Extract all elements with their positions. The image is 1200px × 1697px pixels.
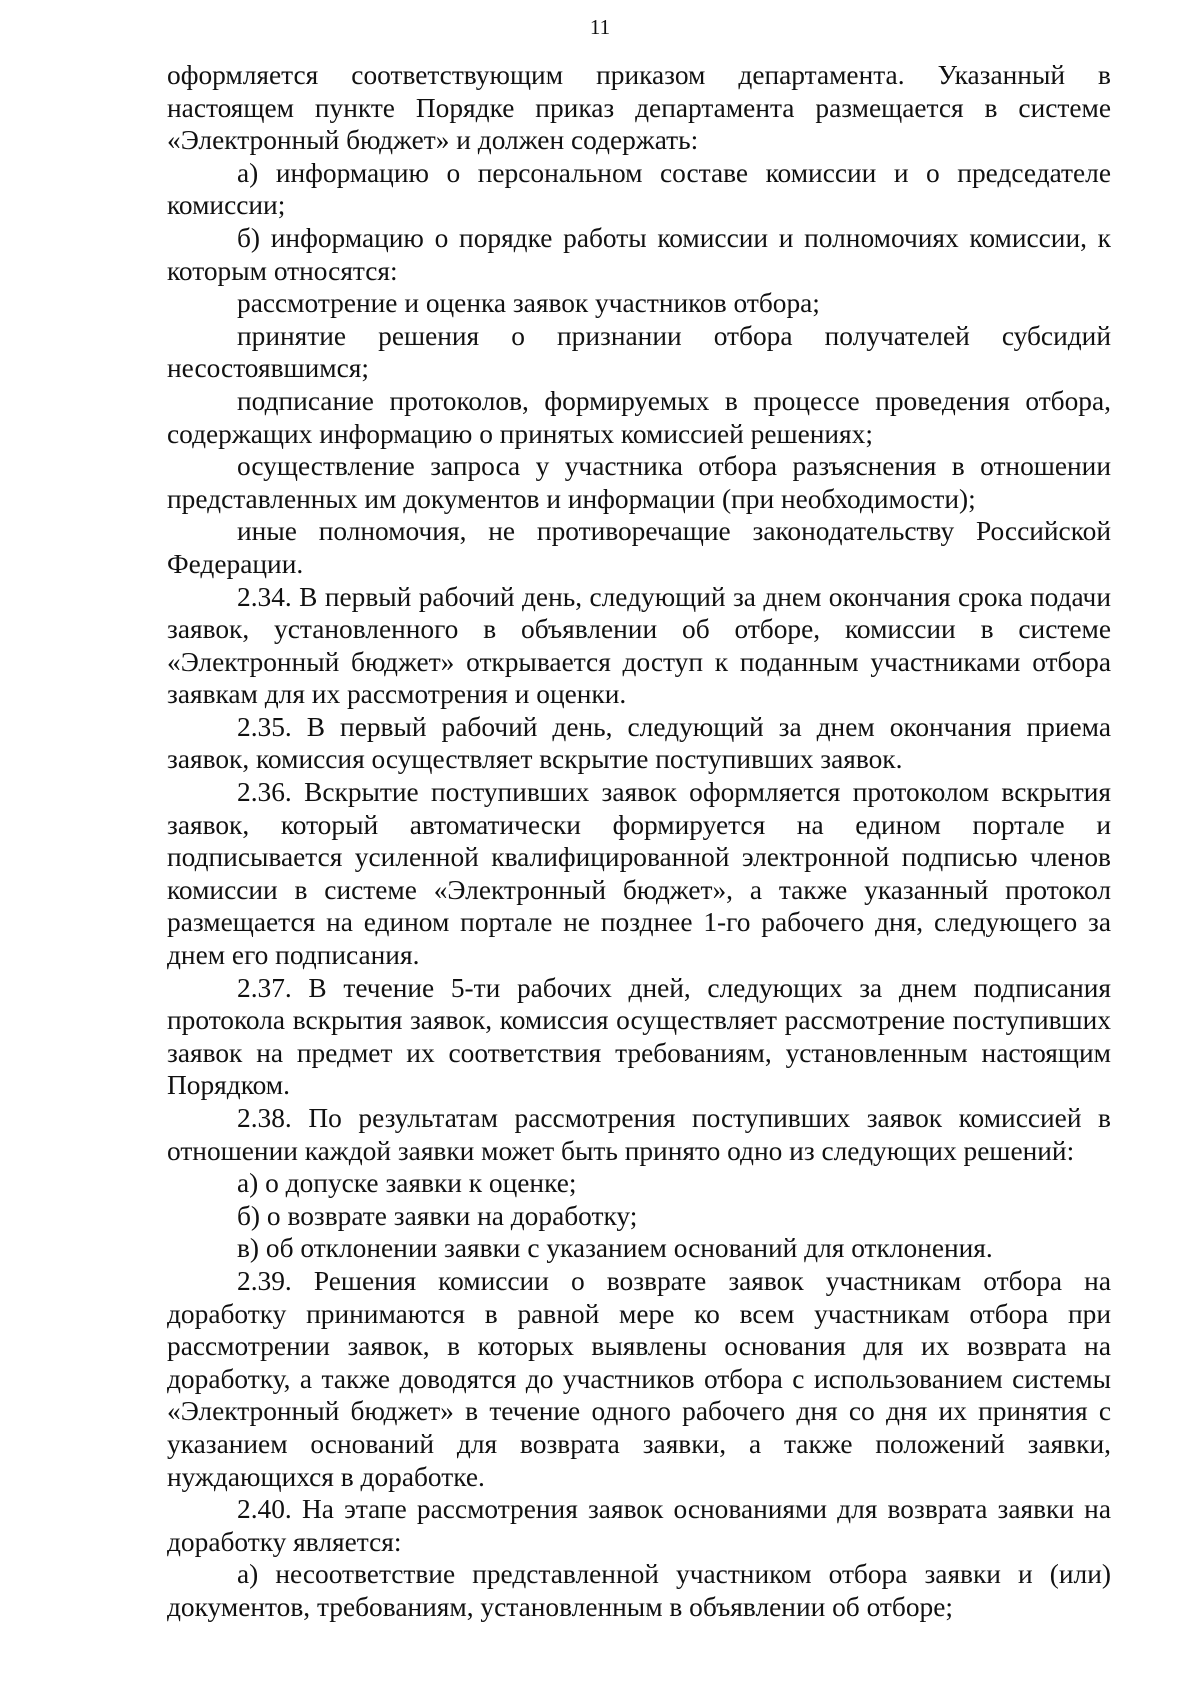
paragraph-2-34: 2.34. В первый рабочий день, следующий за днем окончания срока подачи заявок, установленного в объявлении об отборе, комиссии в системе «Электронный бюджет» открывается доступ к поданным участниками отбора заявкам для их рассмотрения и оценки. bbox=[167, 581, 1111, 710]
paragraph-power-request-clarification: осуществление запроса у участника отбора разъяснения в отношении представленных им документов и информации (при необходимости); bbox=[167, 451, 1111, 514]
paragraph-power-other: иные полномочия, не противоречащие законодательству Российской Федерации. bbox=[167, 516, 1111, 579]
document-body bbox=[167, 59, 1111, 1624]
paragraph-ground-a: а) несоответствие представленной участником отбора заявки и (или) документов, требованиям, установленным в объявлении об отборе; bbox=[167, 1559, 1111, 1622]
paragraph-2-35: 2.35. В первый рабочий день, следующий за днем окончания приема заявок, комиссия осуществляет вскрытие поступивших заявок. bbox=[167, 711, 1111, 775]
paragraph-2-39: 2.39. Решения комиссии о возврате заявок участникам отбора на доработку принимаются в равной мере ко всем участникам отбора при рассмотрении заявок, в которых выявлены основания для их возврата на доработку, а также доводятся до участников отбора с использованием системы «Электронный бюджет» в течение одного рабочего дня со дня их принятия с указанием оснований для возврата заявки, а также положений заявки, нуждающихся в доработке. bbox=[167, 1265, 1111, 1492]
paragraph-2-40: 2.40. На этапе рассмотрения заявок основаниями для возврата заявки на доработку является: bbox=[167, 1494, 1111, 1557]
paragraph-power-review: рассмотрение и оценка заявок участников отбора; bbox=[237, 288, 820, 319]
paragraph-decision-a: а) о допуске заявки к оценке; bbox=[237, 1168, 577, 1199]
paragraph-power-sign-protocols: подписание протоколов, формируемых в процессе проведения отбора, содержащих информацию о принятых комиссией решениях; bbox=[167, 385, 1111, 449]
page-number: 11 bbox=[589, 15, 611, 39]
paragraph-item-b-commission-powers: б) информацию о порядке работы комиссии и полномочиях комиссии, к которым относятся: bbox=[167, 222, 1111, 286]
paragraph-2-37: 2.37. В течение 5-ти рабочих дней, следующих за днем подписания протокола вскрытия заявок, комиссия осуществляет рассмотрение поступивших заявок на предмет их соответствия требованиям, установленным настоящим Порядком. bbox=[167, 972, 1111, 1101]
paragraph-power-failed-selection: принятие решения о признании отбора получателей субсидий несостоявшимся; bbox=[167, 320, 1111, 384]
paragraph-decision-c: в) об отклонении заявки с указанием оснований для отклонения. bbox=[237, 1233, 993, 1264]
paragraph-2-38: 2.38. По результатам рассмотрения поступивших заявок комиссией в отношении каждой заявки может быть принято одно из следующих решений: bbox=[167, 1103, 1111, 1166]
paragraph-item-a-commission-members: а) информацию о персональном составе комиссии и о председателе комиссии; bbox=[167, 157, 1111, 221]
paragraph-decision-b: б) о возврате заявки на доработку; bbox=[237, 1200, 638, 1231]
paragraph-continuation: оформляется соответствующим приказом департамента. Указанный в настоящем пункте Порядке приказ департамента размещается в системе «Электронный бюджет» и должен содержать: bbox=[167, 60, 1111, 156]
paragraph-2-36: 2.36. Вскрытие поступивших заявок оформляется протоколом вскрытия заявок, который автоматически формируется на едином портале и подписывается усиленной квалифицированной электронной подписью членов комиссии в системе «Электронный бюджет», а также указанный протокол размещается на едином портале не позднее 1-го рабочего дня, следующего за днем его подписания. bbox=[167, 777, 1111, 971]
